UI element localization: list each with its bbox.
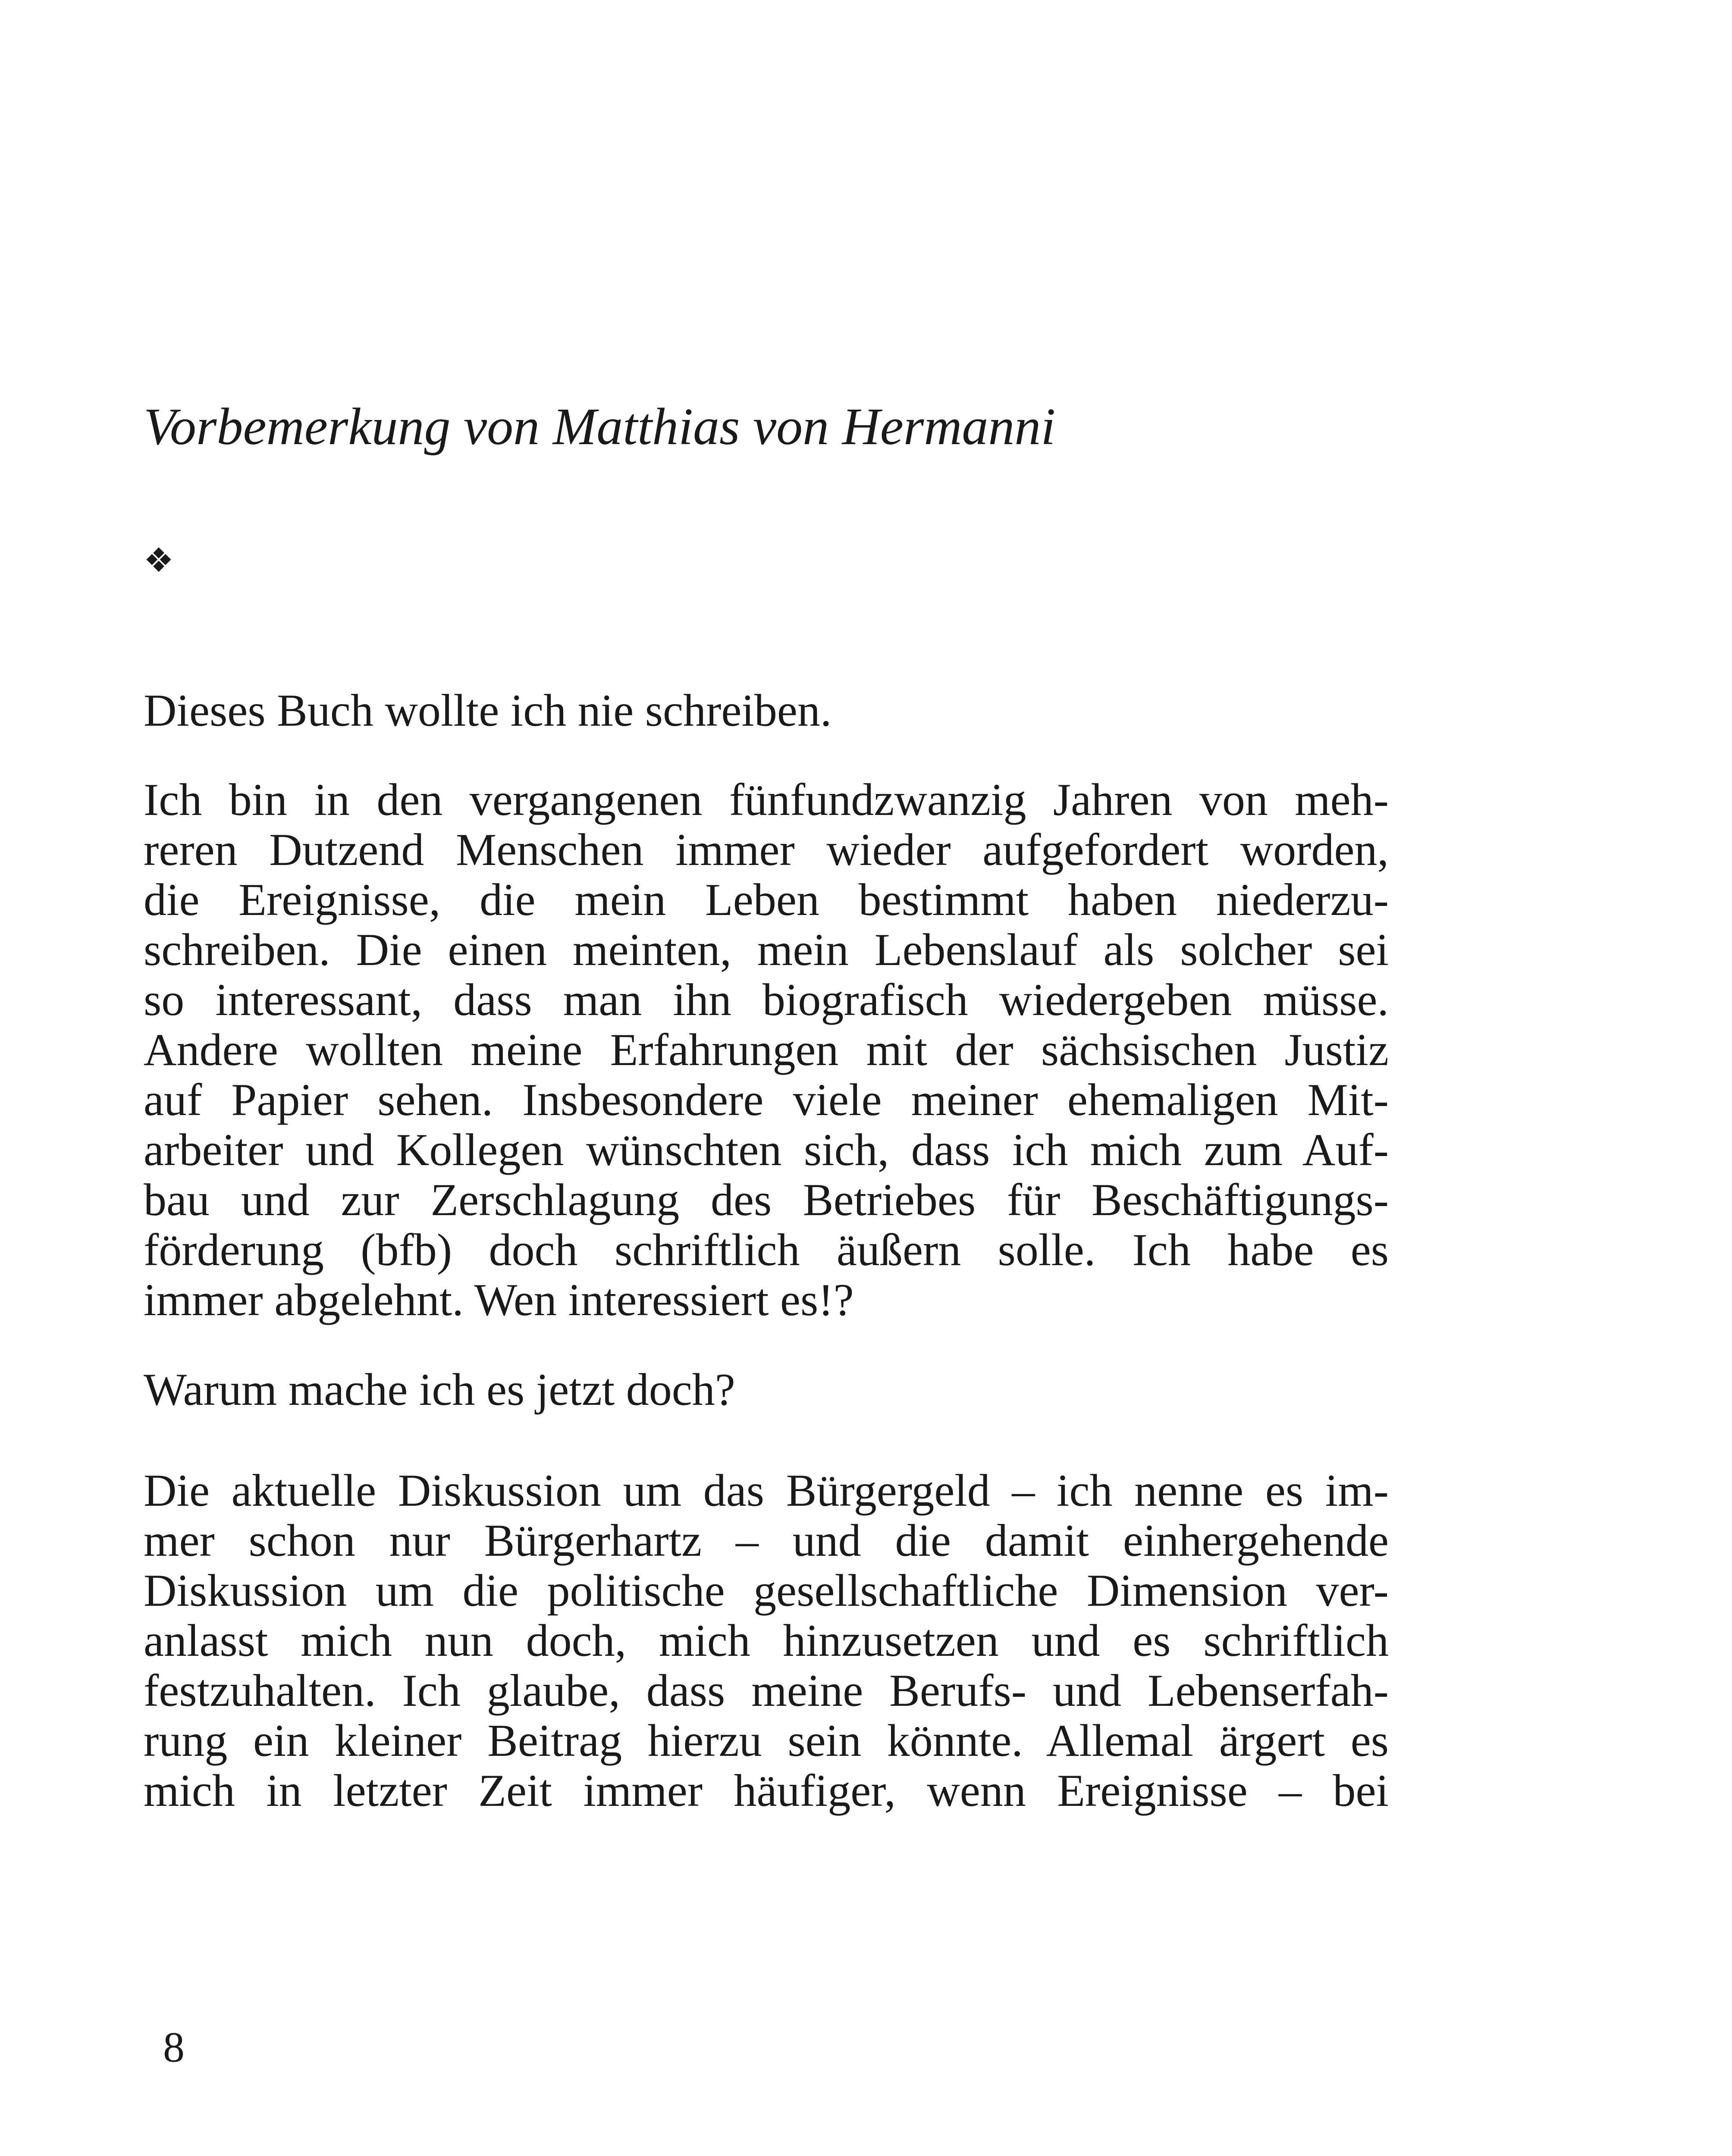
ornament-icon: ❖: [144, 541, 174, 580]
page-number: 8: [163, 2023, 185, 2071]
paragraph-2-line-11: immer abgelehnt. Wen interessiert es!?: [144, 1275, 854, 1325]
paragraph-2-line-8: arbeiter und Kollegen wünschten sich, dass ich mich zum Auf-: [144, 1125, 1389, 1175]
paragraph-4-line-2: mer schon nur Bürgerhartz – und die damit einhergehende: [144, 1515, 1389, 1566]
paragraph-2-line-4: schreiben. Die einen meinten, mein Lebenslauf als solcher sei: [144, 924, 1389, 975]
paragraph-4-line-1: Die aktuelle Diskussion um das Bürgergeld – ich nenne es im-: [144, 1465, 1389, 1516]
chapter-heading: Vorbemerkung von Matthias von Hermanni: [144, 398, 1056, 456]
paragraph-2-line-10: förderung (bfb) doch schriftlich äußern solle. Ich habe es: [144, 1225, 1389, 1275]
paragraph-2-line-2: reren Dutzend Menschen immer wieder aufgefordert worden,: [144, 824, 1389, 875]
paragraph-2-line-6: Andere wollten meine Erfahrungen mit der sächsischen Justiz: [144, 1025, 1389, 1075]
paragraph-2-line-7: auf Papier sehen. Insbesondere viele meiner ehemaligen Mit-: [144, 1075, 1389, 1125]
paragraph-2-line-5: so interessant, dass man ihn biografisch wiedergeben müsse.: [144, 975, 1389, 1025]
paragraph-4-line-3: Diskussion um die politische gesellschaftliche Dimension ver-: [144, 1565, 1389, 1616]
paragraph-4-line-7: mich in letzter Zeit immer häufiger, wenn Ereignisse – bei: [144, 1765, 1389, 1816]
paragraph-4-line-6: rung ein kleiner Beitrag hierzu sein könnte. Allemal ärgert es: [144, 1715, 1389, 1766]
paragraph-4-line-4: anlasst mich nun doch, mich hinzusetzen und es schriftlich: [144, 1615, 1389, 1666]
paragraph-2-line-9: bau und zur Zerschlagung des Betriebes für Beschäftigungs-: [144, 1175, 1389, 1225]
paragraph-2-line-1: Ich bin in den vergangenen fünfundzwanzig Jahren von meh-: [144, 774, 1389, 825]
paragraph-3-line-1: Warum mache ich es jetzt doch?: [144, 1364, 735, 1415]
paragraph-2-line-3: die Ereignisse, die mein Leben bestimmt haben niederzu-: [144, 874, 1389, 925]
paragraph-4-line-5: festzuhalten. Ich glaube, dass meine Berufs- und Lebenserfah-: [144, 1665, 1389, 1716]
paragraph-1-line-1: Dieses Buch wollte ich nie schreiben.: [144, 685, 832, 736]
